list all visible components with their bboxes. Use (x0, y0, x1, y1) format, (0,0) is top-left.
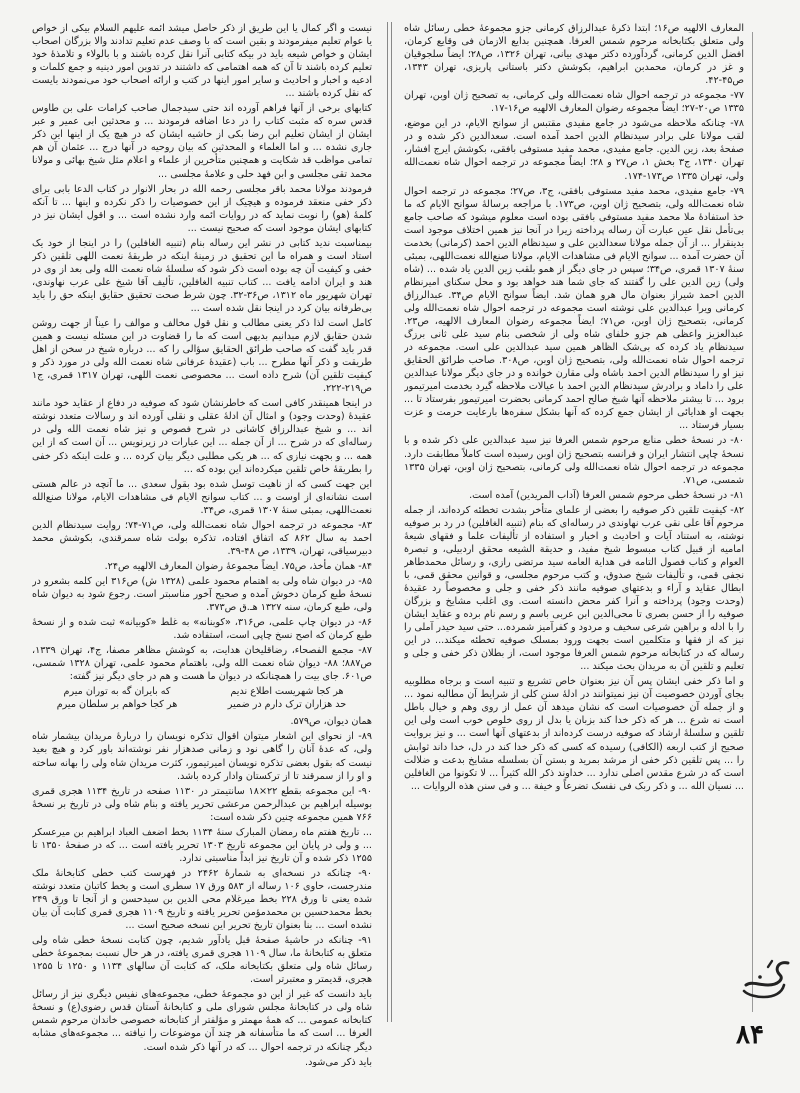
margin-rule (752, 32, 753, 1012)
right-column (404, 22, 744, 1062)
hemistich: هر کجا شهریست اطلاع ندیم (230, 686, 344, 698)
footnote-paragraph: ۷۹- جامع مفیدی، محمد مفید مستوفی بافقی، ج۳، ص۲۷؛ مجموعه در ترجمه احوال شاه نعمت‌الله ولی، بتصحیح ژان اوبن، ص۱۷۳. با مراجعه برسالۀ سوانح الایام که ما خذ استفادۀ ملا محمد مفید مستوفی بافقی بوده است معلوم میشود که صاحب جامع بی‌تأمل نقل عین عبارت آن رساله پرداخته زیرا در آنجا نیز همین اختلاف موجود است بدینقرار ... از آن جمله مولانا سعدالدین علی و سیدنظام الدین احمد (کرمانی) بخدمت آن حضرت آمده ... سوانح الایام فی مشاهدات الایام، مولانا صنع‌الله نعمت‌اللهی، بمبئی سنۀ ۱۳۰۷ قمری، ص۳۴؛ سپس در جای دیگر از همو بلقب زین الدین یاد شده ... (شاه ولی) زین الدین علی را گفتند که جای شما هند خواهد بود و محل سکنای امیرنظام الدین احمد شیراز بعنوان مال هرو همان شد. ایضاً سوانح الایام ص۳۴. عبدالرزاق کرمانی ویرا عبدالدین علی نوشته است مجموعه در ترجمه احوال شاه نعمت‌الله ولی کرمانی، بتصحیح ژان اوبن، ص۷۱؛ ایضاً مجموعه رضوان المعارف الالهیه، ص۲۳. عبدالعزیز واعظی هم جزو خلفای شاه ولی از شخصی بنام سید علی ثانی برزگ سیدنظام یاد کرده که بی‌شک الظاهر همین سید عبدالدین علی است. مجموعه در ترجمه احوال شاه نعمت‌الله ولی، بتصحیح ژان اوبن، ص۳۰۸. صاحب طرائق الحقایق نیز او را سیدنظام الدین احمد باشاه ولی مقارن خوانده و در جای دیگر مولانا عبدالدین علی را داماد و برادرش سیدنظام الدین احمد با عیالات ملاحظه گیرد بخدمت امیرتیمور برود ... تا بیشتر ملاحظه آنها شیخ صالح احمد کرمانی بحضرت امیرتیمور بفرستاد تا ... بجهت او هدایائی از ایشان جمع کرده که آنها بشکل سفره‌ها بارعایت حرمت و عزت بسیار فرستاد ... (404, 185, 744, 432)
page-number: ۸۴ (736, 1020, 764, 1050)
hemistich: که بایران گه به توران میرم (63, 686, 171, 698)
footnote-paragraph: ۸۰- در نسخۀ خطی منابع مرحوم شمس العرفا نیز سید عبدالدین علی ذکر شده و با نسخۀ چاپی انتشار ایران و فرانسه بتصحیح ژان اوبن رسیده است کاملاً مطابقت دارد. مجموعه در ترجمه احوال شاه نعمت‌الله ولی کرمانی، بتصحیح ژان اوبن، تهران ۱۳۳۵ شمسی، ص۷۱. (404, 435, 744, 486)
footnote-paragraph: ۸۴- همان مأخذ، ص۷۵. ایضاً مجموعۀ رضوان المعارف الالهیه ص۲۴. (104, 560, 372, 572)
footnote-paragraph: ۸۵- در دیوان شاه ولی به اهتمام محمود علمی (۱۳۲۸ ش) ص۳۱۶ این کلمه بشعرو در نسخۀ طبع کرمان دخوش آمده و صحیح آخور مناسبتر است. رجوع شود به دیوان شاه ولی، طبع کرمان، سنه ۱۳۲۷ هـ.ق ص۳۷۳. (32, 575, 372, 614)
hemistich: حد هزاران ترک دارم در ضمیر (227, 699, 347, 711)
footnote-paragraph: باید ذکر می‌شود. (305, 1056, 372, 1067)
footnote-paragraph: ۸۲- کیفیت تلقین ذکر صوفیه را بعضی از علمای متأخر بشدت تخطئه کرده‌اند، از جمله مرحوم آقا علی نقی عرب نهاوندی در رساله‌ای که بنام (تنبیه الغافلین) در رد بر صوفیه نوشته، به استناد آیات و احادیث و اخبار و استفاده از تألیفات علما و فقهای شیعۀ امامیه از قبیل کتاب مبسوط شیخ مفید، و حدیقة الشیعه محقق اردبیلی، و تبصرة العوام و کتاب فصول التامه فی هدایة العامه سید مرتضی رازی، و رسائل محمدطاهر نجفی قمی، و تألیفات شیخ صدوق، و کتب مرحوم مجلسی، و قوانین محقق قمی، با ابطال عقاید و آراء و بدعتهای صوفیه مانند ذکر خفی و جلی و مخصوصاً رد عقیدۀ (وحدت وجود) پرداخته و آنرا کفر محض دانسته است. وی اغلب مشایخ و بزرگان صوفیه را از حسن بصری تا محی‌الدین ابن عربی باسم و رسم نام برده و عقاید ایشان را با ادله و براهین شرعی سخیف و مردود و کفرآمیز شمرده... حتی سید حیدر آملی را نیز که از فقها و متکلمین است بجهت ورود بمسلک صوفیه تخطئه میکند... در این رساله که در کتابخانه مرحوم شمس العرفا موجود است، از بطلان ذکر خفی و جلی و تعلیم و تلقین آن به مریدان بحث میکند ... (404, 504, 744, 673)
verse-row (32, 685, 372, 698)
footnote-paragraph: و اما ذکر خفی ایشان پس آن نیز بعنوان خاص تشریع و تنبیه است و برجاه مطلوبیه بجای آوردن خصوصیت آن نیز نمیتوانند در ادلۀ سنن کلی از شرایط آن مطالبه نمود ... و از جمله آن خصوصیات است که نشان میدهد آن عمل از روی وهم و خیال باطل است نه شرع ... هر که ذکر خدا کند بزبان یا بدل از روی خلوص خوب است ولی این تلقین و سلسلۀ ارشاد که صوفیه درست کرده‌اند از بدعتهای آنها است ... و نیز بروایت صحیح از کتب اربعه (الکافی) رسیده که کسی که ذکر خدا کند در دل، خدا داند ثوابش را ... پس تلقین ذکر خفی از مرشد بمرید و بستن آن بسلسله مشایخ بدعت و ضلالت است که در شرع مقدس اصلی ندارد ... خداوند ذکر الله کثیراً ... لا تکونوا من الغافلین ... نسیان الله ... و ذکر ربک فی نفسک تضرعاً و خیفة ... و فی سنن هذه الروایات ... (404, 676, 744, 792)
poem-verses (32, 685, 372, 711)
footnote-paragraph: ۸۶- در دیوان چاپ علمی، ص۳۱۶، «کوبنانه» به غلط «کوبیانه» ثبت شده و از نسخۀ طبع کرمان که اصح نسخ چاپی است، استفاده شد. (32, 617, 372, 642)
footnote-paragraph: نیست و اگر کمال یا این طریق از ذکر حاصل میشد ائمه علیهم السلام بیکی از خواص یا عوام تعلیم میفرمودند و بقین است که با وصف عدم تعلیم تدادند والا بزرگان اصحاب ایشان و خواص شیعه باید در بیکه کتابی آنرا نقل کرده باشند و با بالولاء و تلامذۀ خود تعلیم کرده باشند تا آن که همه اهتمامی که داشتند در تدوین امور دینیه و جمع کلمات و ادعیه و اخبار و احادیث و سایر امور اینها در کتب و ارائه اصحاب خود می‌نمودند بایست که نقل کرده باشند ... (32, 23, 372, 100)
column-divider (391, 22, 392, 1022)
footnote-paragraph: باید دانست که غیر از این دو مجموعۀ خطی، مجموعه‌های نفیس دیگری نیز از رسائل شاه ولی در کتابخانۀ مجلس شورای ملی و کتابخانۀ آستان قدس رضوی(ع) و نسخۀ کتابخانه عمومی ... که همۀ مهمتر و مؤلفتر از کتابخانه خصوصی خاندان مرحوم شمس العرفا ... است که ما متأسفانه هر چند آن موضوعات را نیافته ... مجموعه‌های مشابه دیگر چنانکه در ترجمه احوال ... که در آنها ذکر شده است. (32, 989, 372, 1053)
footnote-paragraph: فرمودند مولانا محمد باقر مجلسی رحمه الله در بحار الانوار در کتاب الدعا بابی برای ذکر خفی منعقد فرموده و هیچیک از این خصوصیات را ذکر نکرده و اینها ... تا آنکه کلمۀ (هو) را نوبت نماید که در روایات ائمه وارد نشده است ... و اقول ایشان نیز در کتابهای ایشان موجود است که صحیح نیست ... (32, 183, 372, 234)
footnote-paragraph: ... تاریخ هفتم ماه رمضان المبارک سنۀ ۱۱۳۴ بخط اضعف العباد ابراهیم بن میرعسکر ... و ولی در پایان این مجموعه تاریخ ۱۳۰۳ تحریر یافته است ... که در صفحۀ ۱۳۵۰ تا ۱۲۵۵ ذکر شده و آن تاریخ نیز ابداً مناسبتی ندارد. (32, 826, 372, 864)
footnote-paragraph: این جهت کسی که از ناهیت توسل شده بود بقول سعدی ... ما آنچه در عالم هستی است نشانه‌ای از اوست و ... کتاب سوانح الایام فی مشاهدات الایام، مولانا صنع‌الله نعمت‌اللهی، بمبئی سنۀ ۱۳۰۷ قمری، ص۳۴. (32, 478, 372, 516)
left-column (32, 22, 372, 1067)
footnote-paragraph: ۹۱- چنانکه در حاشیۀ صفحۀ قبل یادآور شدیم، چون کتابت نسخۀ خطی شاه ولی متعلق به کتابخانۀ ما، سال ۱۱۰۹ هجری قمری یافته، در هر حال نسبت بمجموعۀ خطی رسائل شاه ولی متعلق بکتابخانه ملک، که کتابت آن سالهای ۱۱۳۴ و ۱۲۵۰ تا ۱۲۵۵ هجری، قدیمتر و معتبرتر است. (32, 935, 372, 986)
footnote-paragraph: در اینجا همینقدر کافی است که خاطرنشان شود که صوفیه در دفاع از عقاید خود مانند عقیدۀ (وحدت وجود) و امثال آن ادلۀ عقلی و نقلی آورده اند و رسالات متعدد نوشته اند ... و شیخ عبدالرزاق کاشانی در شرح فصوص و نیز شاه نعمت الله ولی در رساله‌ای که در شرح ... از آن جمله ... این عبارات در زیرنویس ... آن است که از این همه ... و بجهت نیازی که ... هر یکی مطلبی دیگر بیان کرده ... و علت اینکه ذکر خفی را بطریقۀ خاص تلقین میکرده‌اند این بوده که ... (32, 398, 372, 475)
hemistich: هر کجا خواهم بر سلطان میرم (56, 699, 178, 711)
footnote-paragraph: کامل است لذا ذکر یعنی مطالب و نقل قول مخالف و موالف را عیناً از جهت روشن شدن حقایق لازم میدانیم بدیهی است که ما را قضاوت در این مسئله نیست و همین قدر باید گفت که صاحب طرائق الحقایق سؤالی را که ... درباره شیخ در سخن از اهل طریقت و ذکر آنها مطرح ... باب (عقیدۀ عرفانی شاه نعمت الله ولی در مورد ذکر و کیفیت تلقین آن) شرح داده است ... محصوصی نعمت اللهی، تهران ۱۳۱۷ قمری، ج۱ ص۲۱۹-۲۲۲. (32, 318, 372, 395)
footnote-paragraph: المعارف الالهیه ص۱۶؛ ابتدا ذکرۀ عبدالرزاق کرمانی جزو مجموعۀ خطی رسائل شاه ولی متعلق بکتابخانه مرحوم شمس العرفا. همچنین بدایع الازمان فی وقایع کرمان، افضل الدین کرمانی، گردآورده دکتر مهدی بیانی، تهران ۱۳۲۶، ص۲۸؛ ایضاً سلجوقیان و غز در کرمان، محمدبن ابراهیم، بکوشش دکتر باستانی پاریزی، تهران ۱۳۴۳، ص۴۵-۴۲. (404, 23, 744, 87)
footnote-paragraph: کتابهای برخی از آنها فراهم آورده اند حتی سیدجمال صاحب کرامات علی بن طاوس قدس سره که مثبت کتاب را در دعا اضافه فرمودند ... و محدثین ابی عمیر و عبر ایشان از ایشان تعلیم ابن رضا بکی از حاشیه ایشان که در هیچ یک از اینها این ذکر جاری نشده ... و اما العلماء و المحدثین که بیان روحیه در آنها درج ... عثمان آن هم تمامی مواظب قد شکایت و همچنین متأخرین از علماء و اعلام مثل شیخ بهائی و مولانا محمد تقی مجلسی و ابن فهد حلی و علامۀ مجلسی ... (32, 103, 372, 180)
footnote-paragraph: ۸۳- مجموعه در ترجمه احوال شاه نعمت‌الله ولی، ص۷۱-۷۴؛ روایت سیدنظام الدین احمد به سال ۸۶۲ که اتفاق افتاده، تذکره بولت شاه سمرقندی، بکوشش محمد دبیرسیاقی، تهران، ۱۳۳۹، ص ۴۸-۳۹. (32, 519, 372, 557)
footnote-paragraph: همان دیوان، ص۵۷۹. (290, 716, 372, 728)
kerman-calligraphy-logo (738, 955, 794, 1003)
footnote-paragraph: ۹۰- چنانکه در نسخه‌ای به شمارۀ ۲۴۶۲ در فهرست کتب خطی کتابخانۀ ملک مندرجست، حاوی ۱۰۶ رساله از ۵۸۳ ورق ۱۷ سطری است و بخط کاتبان متعدد نوشته شده یعنی تا ورق ۲۲۸ بخط میرغلام محی الدین بن سیدحسن و از آنجا تا ورق ۲۴۹ بخط محمدحسین بن محمدمؤمن تحریر یافته و تاریخ ۱۱۰۹ هجری قمری کتابت آن بیان نشده است ... بنا بعنوان تاریخ تحریر این نسخه صحیح است ... (32, 867, 372, 932)
footnote-paragraph: ۷۸- چنانکه ملاحظه می‌شود در جامع مفیدی مقتبس از سوانح الایام، در این موضع، لقب مولانا علی برادر سیدنظام الدین احمد آمده است. سعدالدین ذکر شده و در صفحۀ بعد، زین الدین. جامع مفیدی، محمد مفید مستوفی بافقی، بکوشش ایرج افشار، تهران ۱۳۴۰، ج۳ بخش ۱، ص۲۷ و ۲۸؛ ایضاً مجموعه در ترجمه احوال شاه نعمت‌الله ولی، تهران ۱۳۳۵ ص۱۷۳-۱۷۴. (404, 118, 744, 182)
footnote-paragraph: بیمناسبت ندید کتابی در نشر این رساله بنام (تنبیه الغافلین) را در اینجا از خود یک استاد است و همراه ما این تحقیق در زمینۀ اینکه در طریقۀ نعمت اللهی تلقین ذکر خفی و کیفیت آن چه بوده است ذکر شود که سلسلۀ شاه نعمت الله ولی بعد از وی در هند و ایران ادامه یافت ... کتاب تنبیه الغافلین، تألیف آقا شیخ علی عرب نهاوندی، تهران شهریور ماه ۱۳۱۲، ص۳۶-۳۲. چون شرط صحت تحقیق حقایق اینکه حق را باید بی‌طرفانه بیان کرد در اینجا نقل شده است ... (32, 237, 372, 314)
footnote-paragraph: ۸۷- مجمع الفصحاء، رضاقلیخان هدایت، به کوشش مظاهر مصفا، ج۴، تهران ۱۳۳۹، ص۸۸۷؛ ۸۸- دیوان شاه نعمت الله ولی، باهتمام محمود علمی، تهران ۱۳۲۸ شمسی، ص۶۰۱. جای بیت را همچنانکه در دیوان ما هست و هم در جای دیگر نیز گفته: (32, 645, 372, 683)
footnote-paragraph: ۸۹- از نحوای این اشعار میتوان اقوال تذکره نویسان را دربارۀ مریدان بیشمار شاه ولی، که عدۀ آنان را گاهی نود و زمانی صدهزار نفر نوشته‌اند باور کرد و هیچ بعید نیست که بقول بعضی تذکره نویسان امیرتیمور، کثرت مریدان شاه ولی را بهانه ساخته و او را از سمرقند تا از ترکستان وادار کرده باشد. (32, 731, 372, 782)
footnote-paragraph: ۸۱- در نسخۀ خطی مرحوم شمس العرفا (آداب المریدین) آمده است. (469, 489, 744, 501)
footnote-paragraph: ۷۷- مجموعه در ترجمه احوال شاه نعمت‌الله ولی کرمانی، به تصحیح ژان اوبن، تهران ۱۳۳۵ ص۲۰-۲۷؛ ایضاً مجموعه رضوان المعارف الالهیه ص۱۶-۱۷. (404, 90, 744, 115)
footnote-paragraph: ۹۰- این مجموعه بقطع ۲۲×۱۸ سانتیمتر در ۱۱۳۰ صفحه در تاریخ ۱۱۳۴ هجری قمری بوسیله ابراهیم بن عبدالرحمن مرعشی تحریر یافته و بنام شاه ولی در تاریخ بر نسخۀ ۷۶۶ همین مجموعه چنین ذکر شده است: (32, 785, 372, 823)
verse-row (32, 698, 372, 711)
column-divider (387, 22, 388, 1022)
